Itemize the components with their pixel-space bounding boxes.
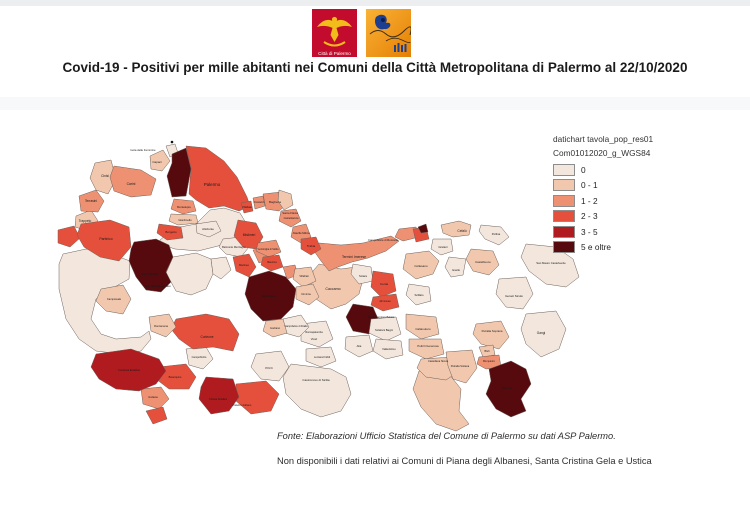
- legend-items: [553, 162, 653, 255]
- municipality-label: Montelepre: [177, 205, 191, 209]
- municipality-label: Gratteri: [438, 245, 448, 249]
- municipality-label: Bompietro: [483, 360, 495, 363]
- municipality-label: Vicari: [310, 338, 318, 341]
- municipality-label: Villabate: [242, 206, 252, 209]
- section-divider-band: [0, 97, 750, 110]
- legend-swatch-icon: [553, 164, 575, 176]
- page-title: Covid-19 - Positivi per mille abitanti nei Comuni della Città Metropolitana di Palermo al 22/10/2020: [62, 60, 688, 75]
- legend-item-label: 1 - 2: [581, 195, 598, 206]
- municipality-label: Geraci Siculo: [505, 294, 523, 298]
- palermo-city-logo: [312, 9, 357, 57]
- municipality-label: Sciara: [359, 274, 367, 278]
- municipality-label: Carini: [126, 182, 136, 186]
- municipality-label: Belmonte Mezzagno: [222, 246, 246, 249]
- source-note: Fonte: Elaborazioni Ufficio Statistica del Comune di Palermo su dati ASP Palermo.: [277, 431, 616, 441]
- municipality-label: Cerda: [379, 282, 389, 286]
- municipality-label: Castelbuono: [475, 260, 491, 264]
- legend-dataset-line2: Com01012020_g_WGS84: [553, 148, 651, 158]
- municipality-label: Partinico: [99, 237, 113, 241]
- palermo-eagle-icon: [312, 9, 357, 57]
- municipality-palazzo-adriano: [236, 381, 279, 414]
- municipality-label: Misilmeri: [242, 233, 256, 237]
- top-band: [0, 0, 750, 6]
- municipality-label: Sclafani Bagni: [375, 328, 393, 332]
- municipality-label: Scillato: [414, 293, 424, 297]
- municipality-label: Contessa Entellina: [118, 369, 140, 372]
- municipality-label: Altofonte: [202, 227, 214, 231]
- municipality-label: Borgetto: [165, 230, 177, 234]
- municipality-label: Pollina: [491, 232, 501, 236]
- municipality-label: Marineo: [238, 263, 250, 267]
- legend-swatch-icon: [553, 210, 575, 222]
- municipality-balestrate: [58, 226, 80, 247]
- legend-item-0: [553, 162, 653, 178]
- legend-swatch-icon: [553, 241, 575, 253]
- municipality-label: Ventimiglia di Sicilia: [257, 248, 279, 251]
- municipality-chiusa-sclafani: [199, 377, 239, 414]
- municipality-label: Godrano: [269, 327, 281, 330]
- municipality-castronovo-di-sicilia: [283, 364, 351, 417]
- municipality-corleone: [171, 314, 239, 351]
- legend-item-label: 0: [581, 164, 586, 175]
- municipality-piana-degli-albanesi: [166, 253, 213, 295]
- municipality-label: Isnello: [451, 268, 461, 272]
- municipality-label: Giardinello: [178, 218, 192, 222]
- municipality-label: Palermo: [203, 182, 221, 187]
- map-marker-dot: [171, 141, 174, 144]
- legend-item-label: 2 - 3: [581, 211, 598, 222]
- municipality-label: Chiusa Sclafani: [208, 398, 228, 401]
- legend-swatch-icon: [553, 226, 575, 238]
- municipality-label: Campofelice di Fitalia: [284, 325, 308, 328]
- municipality-label: Capaci: [152, 160, 162, 164]
- municipality-label: Santa Flavia: [282, 211, 298, 215]
- municipality-polizzi-generosa: [409, 339, 444, 359]
- municipality-label: Bisacquino: [168, 376, 182, 379]
- legend-item-3: [553, 209, 653, 225]
- legend-swatch-icon: [553, 179, 575, 191]
- municipality-label: Campofelice di Roccella: [367, 238, 399, 242]
- municipality-label: Aliminusa: [379, 300, 391, 303]
- legend-item-2: [553, 193, 653, 209]
- municipality-geraci-siculo: [496, 277, 533, 309]
- municipality-santa-cristina-gela: [211, 257, 231, 279]
- municipality-label: Castronovo di Sicilia: [302, 378, 330, 382]
- municipality-label: Alia: [356, 344, 362, 348]
- municipality-label: Terrasini: [84, 199, 98, 203]
- municipality-label: Ficarazzi: [253, 201, 265, 204]
- legend-dataset-line1: datichart tavola_pop_res01: [553, 134, 654, 144]
- map-legend: [553, 134, 653, 255]
- municipality-label: Roccamena: [154, 325, 168, 328]
- municipality-label: Cefalù: [457, 229, 467, 233]
- municipality-label: Castellana Sicula: [427, 360, 449, 363]
- municipality-label: Polizzi Generosa: [417, 344, 439, 348]
- municipality-label: Roccapalumba: [305, 331, 323, 334]
- municipality-label: Alimena: [501, 386, 513, 390]
- municipality-label: Termini Imerese: [341, 255, 367, 259]
- municipality-label: Trabia: [306, 244, 316, 248]
- legend-item-1: [553, 178, 653, 194]
- palermo-logo-caption: Città di Palermo: [318, 51, 351, 56]
- municipality-label: San Giuseppe Jato: [145, 284, 171, 288]
- statistics-map-icon: [366, 9, 411, 57]
- municipality-label: San Cipirello: [141, 272, 159, 276]
- municipality-label: Altavilla Milicia: [292, 232, 310, 235]
- municipality-label: Mezzojuso: [261, 294, 277, 298]
- municipality-label: Villafrati: [299, 275, 309, 278]
- legend-item-4: [553, 224, 653, 240]
- municipality-label: Petralia Soprana: [481, 329, 503, 333]
- municipality-label: Palazzo Adriano: [232, 404, 252, 407]
- municipality-petralia-soprana: [473, 321, 509, 349]
- municipality-label: Cinisi: [101, 174, 109, 178]
- municipality-label: Camporeale: [106, 298, 122, 301]
- data-availability-note: Non disponibili i dati relativi ai Comuni di Piana degli Albanesi, Santa Cristina Gela e Ustica: [277, 456, 652, 466]
- municipality-label: Collesano: [414, 264, 428, 268]
- municipality-label: Casteldaccia: [283, 217, 299, 220]
- legend-item-label: 5 e oltre: [581, 242, 611, 253]
- statistics-office-logo: [366, 9, 411, 57]
- municipality-label: Campofiorito: [191, 356, 207, 359]
- municipality-label: Giuliana: [148, 396, 158, 399]
- municipality-label: Corleone: [200, 335, 214, 339]
- municipality-label: San Mauro Castelverde: [536, 261, 566, 265]
- legend-item-5: [553, 240, 653, 256]
- municipality-label: Valledolmo: [382, 347, 396, 351]
- legend-swatch-icon: [553, 195, 575, 207]
- municipality-label: Blufi: [484, 350, 490, 353]
- municipality-palermo: [186, 146, 250, 211]
- municipality-label: Baucina: [267, 261, 277, 264]
- municipality-label: Bagheria: [268, 200, 282, 204]
- header-logos: [312, 9, 412, 57]
- municipality-label: Gangi: [536, 331, 546, 335]
- municipality-label: Montemaggiore Belsito: [367, 316, 395, 319]
- legend-item-label: 0 - 1: [581, 180, 598, 191]
- municipality-label: Isola delle Femmine: [130, 148, 156, 152]
- municipality-esclave-sud-ovest: [146, 407, 167, 424]
- municipality-label: Prizzi: [265, 366, 273, 370]
- municipality-label: Ciminna: [301, 293, 311, 296]
- municipality-label: Trappeto: [78, 219, 92, 223]
- municipality-label: Lercara Friddi: [313, 356, 331, 359]
- municipality-isnello: [445, 257, 466, 277]
- municipality-label: Petralia Sottana: [450, 365, 470, 368]
- legend-item-label: 3 - 5: [581, 226, 598, 237]
- municipality-label: Caltavuturo: [415, 327, 431, 331]
- municipality-label: Caccamo: [325, 287, 341, 291]
